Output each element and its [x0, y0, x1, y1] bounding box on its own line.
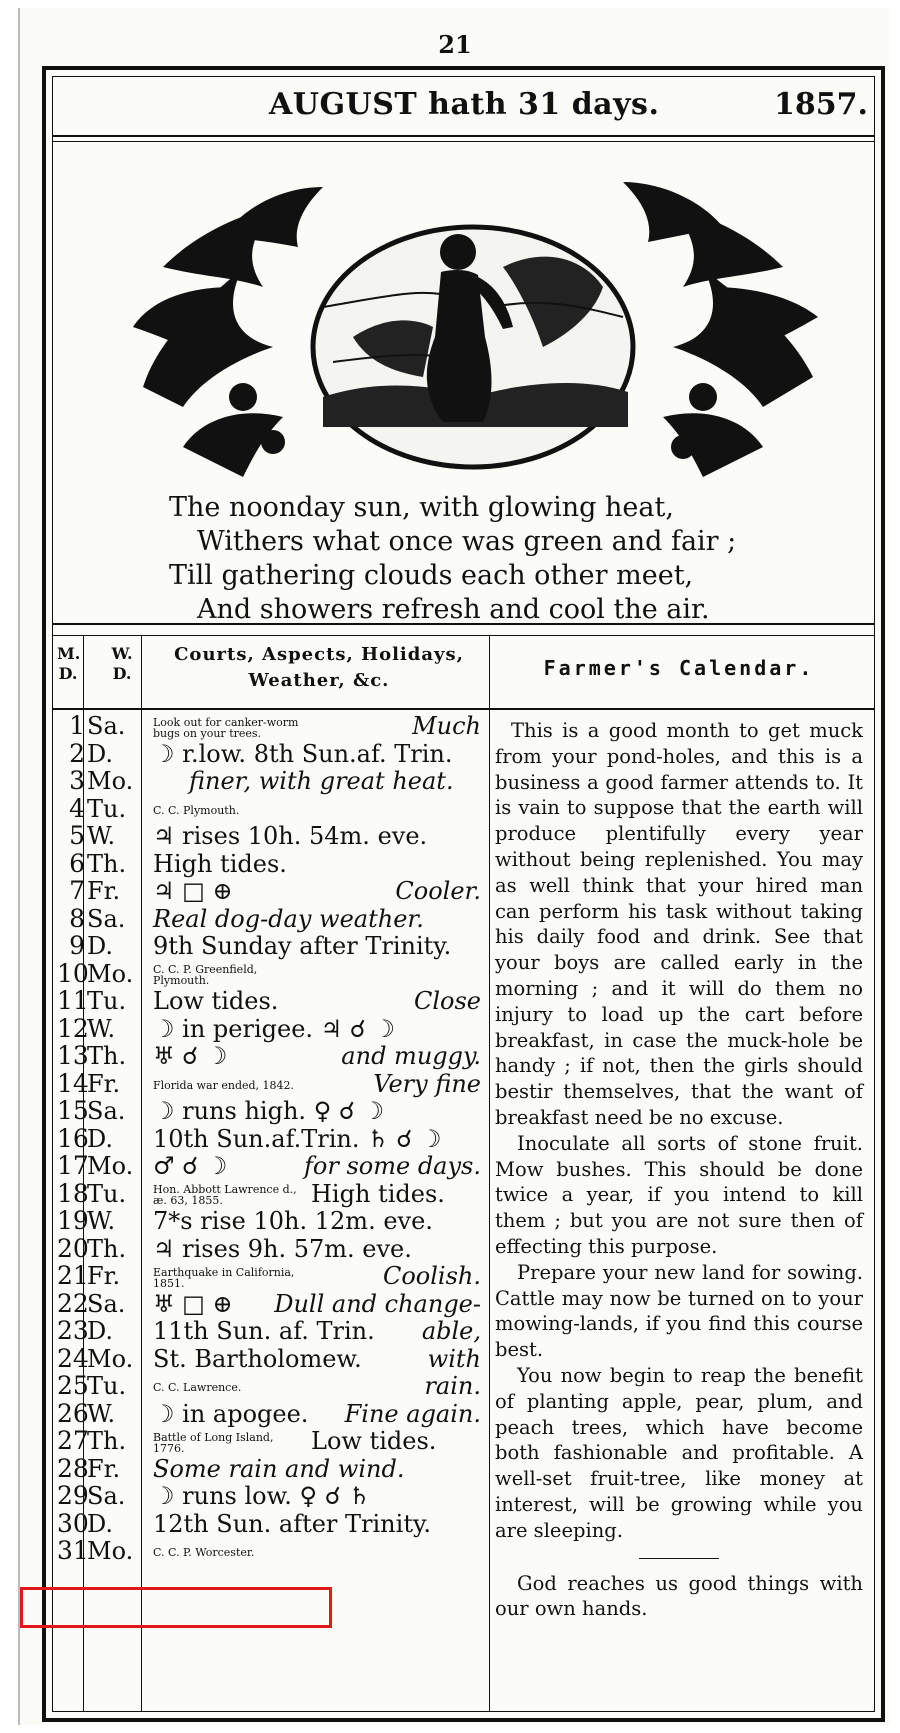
- day-row: [53, 1317, 493, 1345]
- day-number: 8: [69, 903, 85, 933]
- aspect-text: Low tides.: [153, 987, 279, 1015]
- day-number: 23: [57, 1316, 89, 1345]
- day-entry: [153, 1070, 483, 1098]
- weekday: Sa.: [87, 1097, 126, 1125]
- weekday: W.: [87, 1207, 116, 1235]
- aspect-text: ☽ r.low. 8th Sun.af. Trin.: [153, 739, 453, 768]
- day-row: [53, 1070, 493, 1098]
- day-entry: [153, 795, 483, 823]
- farmer-paragraph: Prepare your new land for sowing. Cattle may now be turned on to your mowing-lands, if you find this course best.: [495, 1260, 863, 1362]
- farmer-paragraph: You now begin to reap the benefit of planting apple, pear, plum, and peach trees, which have become both fashionable and profitable. A well-set fruit-tree, like money at interest, will be growing while you are sleeping.: [495, 1363, 863, 1542]
- day-entry: [153, 1290, 483, 1318]
- day-number: 1: [69, 711, 85, 740]
- weekday: D.: [87, 1124, 114, 1153]
- aspect-text: ♂ ☌ ☽: [153, 1152, 228, 1180]
- day-number: 10: [57, 958, 89, 988]
- weekday: Fr.: [87, 1262, 121, 1290]
- aspect-text: High tides.: [153, 849, 287, 878]
- day-entry: [153, 1345, 483, 1373]
- aspect-text: ☽ in apogee.: [153, 1399, 309, 1428]
- day-number: 18: [57, 1178, 89, 1208]
- day-number: 17: [57, 1151, 89, 1180]
- weather-text: and muggy.: [341, 1042, 481, 1070]
- day-row: [53, 1400, 493, 1428]
- day-number: 15: [57, 1096, 89, 1125]
- day-entry: [153, 1262, 483, 1290]
- weekday: Tu.: [87, 987, 127, 1015]
- day-number: 28: [57, 1453, 89, 1483]
- weekday: Sa.: [87, 904, 126, 933]
- day-entry: [153, 960, 483, 988]
- day-number: 30: [57, 1508, 89, 1538]
- day-rows: [53, 712, 493, 1565]
- day-entry: [153, 740, 483, 768]
- header-day-of-week: W. D.: [111, 644, 133, 683]
- tide-text: Low tides.: [311, 1427, 437, 1455]
- day-row: [53, 905, 493, 933]
- verse-line: The noonday sun, with glowing heat,: [169, 492, 674, 523]
- weather-text: Coolish.: [382, 1262, 481, 1290]
- day-number: 22: [57, 1288, 89, 1318]
- weekday: W.: [87, 1014, 116, 1043]
- day-number: 27: [57, 1426, 89, 1455]
- day-entry: [153, 822, 483, 850]
- tide-text: High tides.: [311, 1179, 445, 1208]
- day-row: [53, 960, 493, 988]
- weather-text: Very fine: [373, 1069, 481, 1098]
- day-row: [53, 932, 493, 960]
- weekday: Fr.: [87, 877, 121, 905]
- weekday: Sa.: [87, 1289, 126, 1318]
- day-entry: [153, 877, 483, 905]
- event-note: Hon. Abbott Lawrence d., æ. 63, 1855.: [153, 1183, 297, 1207]
- month-title: AUGUST hath 31 days.: [269, 87, 660, 122]
- day-row: [53, 1180, 493, 1208]
- day-row: [53, 822, 493, 850]
- highlight-box-day-29: [20, 1587, 332, 1628]
- weekday: Sa.: [87, 712, 126, 740]
- day-row: [53, 1345, 493, 1373]
- header-day-of-month: M. D.: [57, 644, 81, 683]
- day-row: [53, 1015, 493, 1043]
- farmer-motto: God reaches us good things with our own hands.: [495, 1571, 863, 1621]
- day-row: [53, 1152, 493, 1180]
- day-entry: [153, 987, 483, 1015]
- weekday: Tu.: [87, 1179, 127, 1208]
- day-entry: [153, 1097, 483, 1125]
- weather-text: rain.: [424, 1372, 481, 1400]
- weather-text: Some rain and wind.: [153, 1454, 405, 1483]
- day-row: [53, 850, 493, 878]
- weekday: W.: [87, 1399, 116, 1428]
- weather-text: able,: [421, 1317, 481, 1345]
- aspect-text: ♃ □ ⊕: [153, 877, 233, 905]
- weekday: D.: [87, 739, 114, 768]
- day-number: 9: [69, 931, 85, 960]
- day-number: 16: [57, 1123, 89, 1153]
- weekday: Mo.: [87, 767, 134, 795]
- day-row: [53, 1235, 493, 1263]
- aspect-text: ♃ rises 10h. 54m. eve.: [153, 822, 428, 850]
- weekday: Th.: [87, 1042, 127, 1070]
- day-entry: [153, 1482, 483, 1510]
- day-number: 12: [57, 1013, 89, 1043]
- aspect-text: ♅ ☌ ☽: [153, 1042, 228, 1070]
- day-row: [53, 1207, 493, 1235]
- day-row: [53, 1042, 493, 1070]
- day-number: 6: [69, 848, 85, 878]
- day-number: 24: [57, 1343, 89, 1373]
- day-row: [53, 795, 493, 823]
- day-entry: [153, 1317, 483, 1345]
- weekday: Mo.: [87, 1152, 134, 1180]
- weather-text: Much: [412, 712, 481, 740]
- event-note: C. C. P. Worcester.: [153, 1546, 255, 1559]
- aspect-text: 11th Sun. af. Trin.: [153, 1317, 375, 1345]
- day-entry: [153, 1510, 483, 1538]
- verse-line: And showers refresh and cool the air.: [197, 594, 710, 625]
- weekday: D.: [87, 932, 114, 960]
- day-row: [53, 712, 493, 740]
- verse: [53, 487, 874, 625]
- day-entry: [153, 1400, 483, 1428]
- day-row: [53, 740, 493, 768]
- calendar-frame: [42, 66, 885, 1722]
- page-number: 21: [438, 30, 472, 59]
- day-row: [53, 1537, 493, 1565]
- day-number: 14: [57, 1068, 89, 1098]
- day-number: 26: [57, 1398, 89, 1428]
- day-entry: [153, 1455, 483, 1483]
- day-row: [53, 1097, 493, 1125]
- event-note: C. C. P. Greenfield, Plymouth.: [153, 963, 258, 987]
- day-entry: [153, 1125, 483, 1153]
- day-number: 19: [57, 1206, 89, 1235]
- weather-text: Fine again.: [344, 1399, 481, 1428]
- event-note: Earthquake in California, 1851.: [153, 1265, 295, 1290]
- year-label: 1857.: [774, 87, 868, 122]
- day-row: [53, 1290, 493, 1318]
- weekday: Tu.: [87, 794, 127, 823]
- day-number: 25: [57, 1371, 89, 1400]
- day-entry: [153, 932, 483, 960]
- weekday: D.: [87, 1317, 114, 1345]
- day-number: 29: [57, 1481, 89, 1510]
- day-number: 7: [69, 876, 85, 905]
- aspect-text: ☽ runs high. ♀ ☌ ☽: [153, 1097, 385, 1125]
- verse-line: Withers what once was green and fair ;: [197, 526, 737, 557]
- aspect-text: St. Bartholomew.: [153, 1344, 362, 1373]
- day-number: 31: [57, 1536, 89, 1565]
- verse-line: Till gathering clouds each other meet,: [169, 560, 694, 591]
- day-number: 11: [57, 986, 89, 1015]
- weekday: Mo.: [87, 959, 134, 988]
- weather-text: for some days.: [304, 1152, 481, 1180]
- weekday: W.: [87, 822, 116, 850]
- day-entry: [153, 1180, 483, 1208]
- weekday: Mo.: [87, 1344, 134, 1373]
- day-entry: [153, 767, 483, 795]
- header-courts: Courts, Aspects, Holidays, Weather, &c.: [174, 644, 464, 691]
- title-bar: [53, 77, 874, 137]
- day-row: [53, 767, 493, 795]
- day-entry: [153, 1042, 483, 1070]
- aspect-text: 10th Sun.af.Trin. ♄ ☌ ☽: [153, 1124, 442, 1153]
- aspect-text: 9th Sunday after Trinity.: [153, 932, 452, 960]
- weekday: Tu.: [87, 1372, 127, 1400]
- day-row: [53, 1510, 493, 1538]
- event-note: Florida war ended, 1842.: [153, 1078, 295, 1092]
- event-note: C. C. Plymouth.: [153, 803, 240, 817]
- header-farmer: Farmer's Calendar.: [543, 656, 815, 680]
- aspect-text: ☽ runs low. ♀ ☌ ♄: [153, 1482, 370, 1510]
- day-number: 20: [57, 1233, 89, 1263]
- farmers-calendar-text: [495, 718, 863, 1622]
- day-entry: [153, 905, 483, 933]
- day-row: [53, 1455, 493, 1483]
- day-row: [53, 1262, 493, 1290]
- day-number: 5: [69, 821, 85, 850]
- weekday: Th.: [87, 849, 127, 878]
- calendar-table: [53, 635, 874, 1711]
- event-note: C. C. Lawrence.: [153, 1381, 242, 1394]
- day-entry: [153, 1015, 483, 1043]
- day-entry: [153, 1372, 483, 1400]
- aspect-text: ♅ □ ⊕: [153, 1289, 233, 1318]
- weekday: Sa.: [87, 1482, 126, 1510]
- day-entry: [153, 1152, 483, 1180]
- weekday: Mo.: [87, 1537, 134, 1565]
- weekday: Th.: [87, 1427, 127, 1455]
- day-entry: [153, 850, 483, 878]
- weather-text: Dull and change-: [274, 1289, 481, 1318]
- day-row: [53, 877, 493, 905]
- aspect-text: 7*s rise 10h. 12m. eve.: [153, 1207, 433, 1235]
- day-number: 2: [69, 738, 85, 768]
- weekday: Fr.: [87, 1454, 121, 1483]
- event-note: Battle of Long Island, 1776.: [153, 1430, 274, 1455]
- day-number: 3: [69, 766, 85, 795]
- aspect-text: ☽ in perigee. ♃ ☌ ☽: [153, 1014, 396, 1043]
- farmer-paragraph: This is a good month to get muck from your pond-holes, and this is a business a good farmer attends to. It is vain to suppose that the earth will produce plentifully every year without being replenished. You may as well think that your hired man can perform his task without taking his daily food and drink. See that your boys are called early in the morning ; and it will do them no injury to load up the cart before breakfast, in case the muck-hole be handy ; if not, then the girls should bestir themselves, that the want of breakfast need be no excuse.: [495, 719, 863, 1129]
- day-entry: [153, 1427, 483, 1455]
- day-entry: [153, 1207, 483, 1235]
- weekday: Fr.: [87, 1069, 121, 1098]
- weather-text: with: [427, 1344, 481, 1373]
- day-entry: [153, 1537, 483, 1565]
- almanac-page: [18, 8, 890, 1725]
- farmer-paragraph: Inoculate all sorts of stone fruit. Mow bushes. This should be done twice a year, if you intend to kill them ; but you are not sure then of effecting this purpose.: [495, 1131, 863, 1258]
- day-row: [53, 1125, 493, 1153]
- event-note: Look out for canker-worm bugs on your trees.: [153, 715, 299, 740]
- day-entry: [153, 712, 483, 740]
- weather-text: Real dog-day weather.: [153, 904, 424, 933]
- divider: [639, 1558, 719, 1559]
- day-number: 13: [57, 1041, 89, 1070]
- weather-text: finer, with great heat.: [189, 767, 454, 795]
- day-row: [53, 987, 493, 1015]
- aspect-text: 12th Sun. after Trinity.: [153, 1509, 431, 1538]
- aspect-text: ♃ rises 9h. 57m. eve.: [153, 1234, 412, 1263]
- weekday: D.: [87, 1509, 114, 1538]
- day-entry: [153, 1235, 483, 1263]
- engraving-illustration: [123, 147, 823, 487]
- weather-text: Close: [413, 987, 481, 1015]
- day-number: 4: [69, 793, 85, 823]
- day-row: [53, 1482, 493, 1510]
- day-number: 21: [57, 1261, 89, 1290]
- day-row: [53, 1372, 493, 1400]
- weather-text: Cooler.: [395, 877, 481, 905]
- day-row: [53, 1427, 493, 1455]
- weekday: Th.: [87, 1234, 127, 1263]
